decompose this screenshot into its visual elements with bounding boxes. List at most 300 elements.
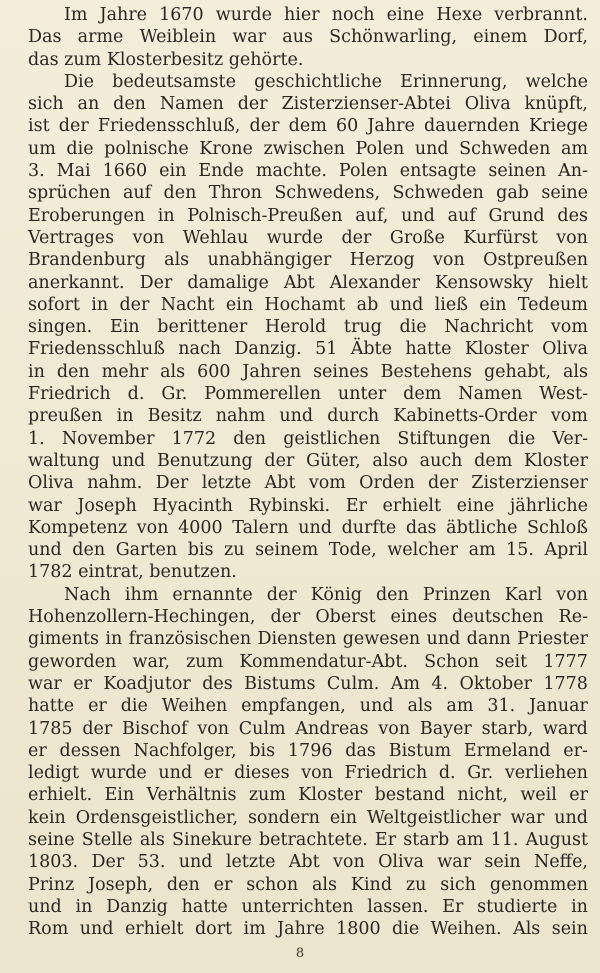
word: Herold [264,317,327,338]
word: den [233,428,267,449]
text-line [28,673,588,695]
word: Hyacinth [152,495,233,516]
word: als [160,361,186,382]
text-line [28,918,588,940]
word: Kloster [524,450,588,471]
word: nicht, [457,785,508,806]
word: König [310,584,362,605]
word: zum [248,785,286,806]
word: war [28,495,62,516]
text-line [28,338,588,360]
word: seinem [255,540,319,561]
word: durfte [341,517,397,538]
text-line [28,495,588,517]
word: Ende [198,161,244,182]
word: von [136,517,169,538]
word: Vertrages [28,227,115,248]
word: hielt [548,272,588,293]
word: Äbte [350,339,392,360]
word: verliehen [504,763,588,784]
word: und [158,763,193,784]
word: und [28,540,62,561]
word: Weiblein [139,27,217,48]
word: ein [479,294,507,315]
word: der [341,227,372,248]
text-line [28,383,588,405]
word: der [119,294,150,315]
word: um [28,138,56,159]
word: sondern [247,807,320,828]
word: dort [194,919,233,940]
word: dem [288,116,327,137]
word: 3. [28,161,45,182]
word: Oliva [378,852,424,873]
word: 1800 [336,919,381,940]
word: Mai [56,161,91,182]
word: hatte [181,896,228,917]
text-line [28,361,588,383]
word: Karl [504,584,543,605]
word: Polen [355,138,405,159]
word: Zisterzienser-Abtei [281,94,451,115]
word: Schweden [459,138,551,159]
text-line [28,896,588,918]
word: wurde [215,5,272,25]
word: Jahren [242,361,302,382]
text-line [28,695,588,717]
word: dieses [234,763,290,784]
word: ein [329,807,358,828]
word: Oberst [315,607,376,628]
text-line [28,4,588,26]
text-line [28,874,588,896]
word: äbtliche [446,517,518,538]
word: Neffe, [533,852,588,873]
word: studierte [477,896,558,917]
word: berittener [157,317,248,338]
word: von [132,227,165,248]
word: französischen [128,629,252,650]
word: auf, [355,205,389,226]
word: anerkannt. [28,272,125,293]
word: aus [282,27,313,48]
word: er [213,874,233,895]
word: am [560,138,588,159]
word: und [414,138,449,159]
word: einem [473,27,528,48]
text-line [28,829,588,851]
text-line [28,205,588,227]
word: der [82,718,113,739]
word: 1803. [28,852,79,873]
word: und [298,517,332,538]
text-line [28,651,588,673]
word: August [525,829,588,850]
word: zwischen [263,138,345,159]
word: mehr [101,361,149,382]
word: Weihen. [430,919,502,940]
word: er [28,740,47,761]
word: Hohenzollern-Hechingen, [28,607,256,628]
word: Benutzung [156,450,253,471]
word: Am [390,673,420,694]
word: Weltgeistlicher [366,807,501,828]
word: geschichtliche [254,71,383,92]
text-line [28,450,588,472]
word: sein [551,919,588,940]
word: Orden [359,473,415,494]
word: gewesen [342,629,421,650]
word: ernannte [172,584,253,605]
word: von [378,718,411,739]
word: nahm. [87,473,143,494]
word: Abt [283,272,315,293]
word: der [270,607,301,628]
word: Garten [115,540,178,561]
word: Kriege [528,116,588,137]
word: dem [403,384,442,405]
word: Er [345,495,367,516]
text-line [28,115,588,137]
text-line [28,472,588,494]
word: Nachfolger, [133,740,237,761]
word: vom [550,406,588,427]
word: in [75,896,93,917]
word: die [66,138,94,159]
word: den [375,584,409,605]
word: geistlichen [283,428,381,449]
word: arme [77,27,124,48]
word: des [557,205,588,226]
word: und [389,294,424,315]
word: Andreas [295,718,369,739]
word: Zisterzienser [471,473,588,494]
word: ab [356,294,379,315]
word: unter [337,384,387,405]
word: Prinz [28,874,75,895]
word: sprüchen [28,183,111,204]
word: betrachtete. [258,829,368,850]
word: bedeutsamste [112,71,236,92]
word: Weihen [161,696,228,717]
word: gehabt, [483,361,552,382]
word: seinen [488,161,547,182]
word: Culm. [326,673,380,694]
word: erhielt. [28,785,93,806]
word: Ein [104,785,135,806]
word: und [401,205,435,226]
word: kein [28,807,66,828]
word: 1777 [543,651,588,672]
word: Der [91,852,125,873]
word: Er [442,896,464,917]
word: Dorf, [543,27,588,48]
word: ein [159,161,187,182]
word: und [79,919,114,940]
word: in [116,406,134,427]
word: Culm [238,718,286,739]
body-text [28,4,588,940]
word: Koadjutor [103,673,191,694]
word: Abt [264,473,296,494]
word: Eroberungen [28,205,145,226]
word: zu [224,540,245,561]
word: bis [249,740,276,761]
word: 51 [315,339,338,360]
word: den [163,183,197,204]
word: Rybinski. [248,495,331,516]
text-line [28,851,588,873]
word: war [232,27,267,48]
word: in [28,361,45,382]
text-line [28,71,588,93]
text-line [28,740,588,762]
word: nahm [215,406,266,427]
word: die [399,317,427,338]
word: Wehlau [182,227,249,248]
word: und [554,807,588,828]
word: am [446,696,474,717]
word: im [243,919,266,940]
word: 4. [431,673,449,694]
word: als [311,874,337,895]
word: Prinzen [422,584,491,605]
word: unterrichten [241,896,354,917]
text-line [28,718,588,740]
text-line: das zum Klosterbesitz gehörte. [28,49,304,70]
word: 15. [506,540,534,561]
word: der [249,116,280,137]
word: das [345,740,376,761]
word: Oliva [28,473,74,494]
word: 600 [197,361,231,382]
word: Alexander [329,272,420,293]
word: Rom [28,919,69,940]
word: hier [284,5,320,25]
word: 1772 [171,428,217,449]
word: auf [122,183,152,204]
word: Er [374,829,397,850]
text-line [28,160,588,182]
text-line [28,26,588,48]
word: und [28,896,62,917]
word: Schwedens, [274,183,381,204]
word: giments [28,629,100,650]
word: auch [419,450,463,471]
word: Kloster [298,785,363,806]
word: und [279,406,314,427]
word: von [556,227,588,248]
word: d. [438,763,456,784]
word: sein [484,852,521,873]
text-line [28,606,588,628]
word: am [468,540,496,561]
word: Schönwarling, [329,27,458,48]
text-line [28,316,588,338]
word: er [569,785,588,806]
word: die [508,428,536,449]
word: vom [308,473,346,494]
word: Kurfürst [463,227,538,248]
word: als [407,696,433,717]
word: sofort [28,294,80,315]
word: Kind [350,874,393,895]
word: Ein [109,317,140,338]
word: 31. [487,696,516,717]
word: Polen [338,161,388,182]
word: Ermeland [463,740,551,761]
word: seine [28,829,75,850]
word: erhielt [124,919,184,940]
word: von [433,250,465,271]
word: er [88,696,107,717]
word: und [359,696,394,717]
word: Friedensschluß [28,339,165,360]
word: er [73,673,92,694]
word: dann [466,629,511,650]
word: Besitz [147,406,202,427]
word: der [266,584,297,605]
paragraph [28,71,588,584]
word: 4000 [178,517,223,538]
word: Güter, [306,450,361,471]
word: polnische [104,138,189,159]
word: knüpft, [524,94,588,115]
word: schon [246,874,299,895]
word: Jahre [367,116,415,137]
word: und [111,450,146,471]
word: und [178,852,213,873]
word: Erinnerung, [400,71,508,92]
text-line [28,227,588,249]
word: Kabinetts-Order [393,406,537,427]
word: war [510,807,545,828]
word: als [164,250,190,271]
word: unabhängiger [207,250,332,271]
word: Schloß [527,517,588,538]
word: der [58,116,89,137]
word: Der [155,473,189,494]
word: er- [563,740,588,761]
word: dem [474,450,513,471]
word: von [333,852,365,873]
word: West- [539,384,588,405]
word: singen. [28,317,93,338]
word: genommen [489,874,588,895]
word: Talern [232,517,289,538]
word: Joseph, [88,874,154,895]
paragraph [28,4,588,71]
word: welcher [387,540,459,561]
word: Brandenburg [28,250,146,271]
word: Bistum [388,740,452,761]
word: 60 [335,116,359,137]
text-line [28,517,588,539]
word: seit [495,651,528,672]
word: an [77,94,100,115]
word: von [197,718,230,739]
word: Bistums [244,673,316,694]
word: Nach [64,584,111,605]
word: entsagte [399,161,477,182]
word: eine [386,5,425,25]
word: Der [139,272,173,293]
word: Januar [529,696,588,717]
word: durch [327,406,380,427]
word: noch [331,5,375,25]
text-line [28,272,588,294]
word: Ordensgeistlicher, [75,807,239,828]
word: als [562,361,588,382]
word: Im [64,5,88,25]
text-line [28,807,588,829]
word: war [437,852,472,873]
word: ein [225,294,254,315]
word: Krone [199,138,253,159]
word: Bischof [122,718,188,739]
word: Joseph [77,495,137,516]
text-line [28,93,588,115]
word: machte. [255,161,327,182]
word: Bestehens [380,361,473,382]
word: Schweden [392,183,484,204]
word: erhielt [382,495,442,516]
word: Hochamt [264,294,346,315]
word: ist [28,116,50,137]
word: 1778 [543,673,588,694]
word: in [157,205,175,226]
word: Namen [159,94,224,115]
word: Ostpreußen [483,250,588,271]
word: die [392,919,420,940]
word: Diensten [257,629,337,650]
word: am [456,829,484,850]
text-line [28,584,588,606]
word: seine [541,183,588,204]
word: zu [405,874,427,895]
word: Kloster [464,339,529,360]
word: 1796 [287,740,333,761]
word: der [428,473,458,494]
word: hatte [28,696,75,717]
word: von [301,763,333,784]
word: verbrannt. [494,5,588,25]
word: An- [558,161,588,182]
word: Namen [458,384,523,405]
word: 11. [490,829,519,850]
word: den [72,540,106,561]
word: Sinekure [171,829,252,850]
word: Nachricht [444,317,534,338]
word: 1660 [102,161,148,182]
word: Priester [517,629,588,650]
word: starb [403,829,450,850]
word: Schon [424,651,480,672]
word: Jahre [99,5,148,25]
word: also [372,450,408,471]
word: jährliche [509,495,588,516]
word: Tedeum [517,294,588,315]
text-line: 1782 eintrat, benutzen. [28,562,237,583]
word: den [56,361,90,382]
text-line [28,628,588,650]
word: 1. [28,428,45,449]
word: deutschen [452,607,544,628]
word: Danzig [106,896,168,917]
word: Pommerellen [204,384,321,405]
word: in [91,294,109,315]
word: Die [64,71,94,92]
